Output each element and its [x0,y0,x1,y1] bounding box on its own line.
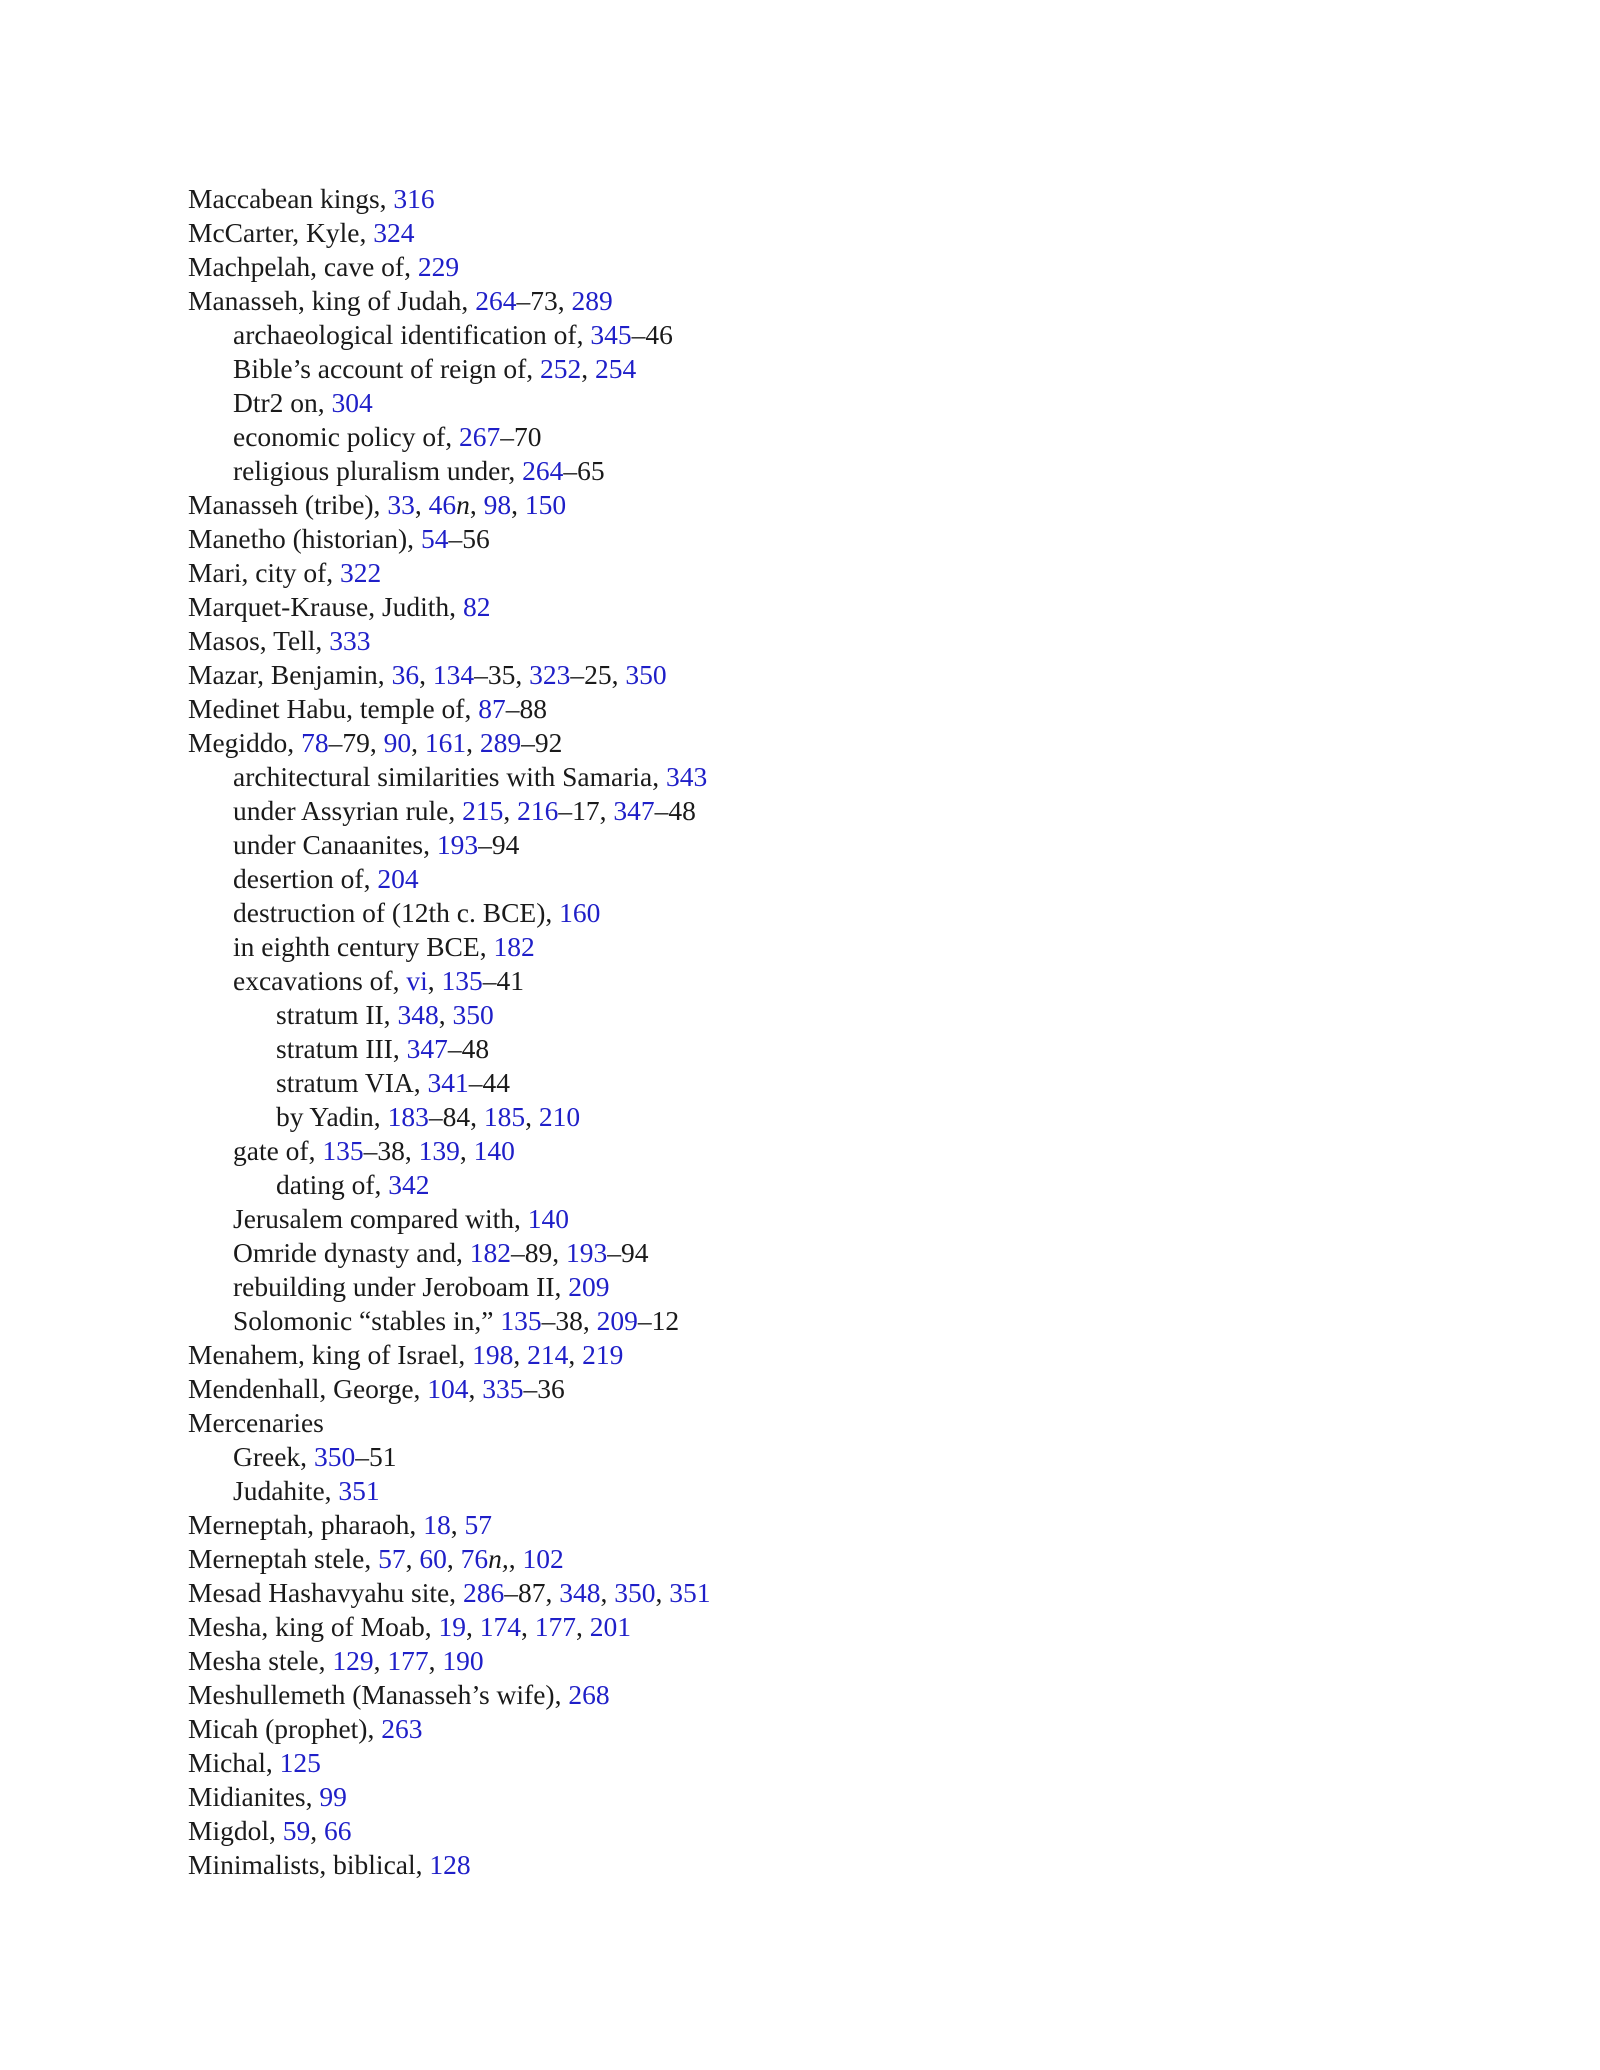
page-link[interactable]: 214 [527,1339,569,1370]
index-entry [188,1406,1488,1440]
note-marker: n, [488,1543,509,1574]
page-range-end: 94 [491,829,520,860]
index-entry: Manetho (historian), 54–56 [188,523,490,554]
page-link[interactable]: 209 [596,1305,638,1336]
index-subentry: stratum III, 347–48 [276,1033,490,1064]
index-subentry: under Canaanites, 193–94 [233,829,520,860]
index-subentry: under Assyrian rule, 215, 216–17, 347–48 [233,795,696,826]
entry-term: under Assyrian rule, [233,795,463,826]
page-link[interactable]: 264 [522,455,564,486]
entry-term: Judahite, [233,1475,339,1506]
entry-term: Micah (prophet), [188,1713,382,1744]
index-entry [188,1848,1488,1882]
page-link[interactable]: 198 [472,1339,514,1370]
note-marker: n [456,489,470,520]
page-link[interactable]: 219 [582,1339,624,1370]
page-link[interactable]: 182 [493,931,535,962]
index-entry [188,1780,1488,1814]
entry-term: Menahem, king of Israel, [188,1339,473,1370]
entry-term: Greek, [233,1441,314,1472]
page-range-end: 38 [377,1135,405,1166]
entry-term: Maccabean kings, [188,183,394,214]
index-entry: Merneptah stele, 57, 60, 76n,, 102 [188,1543,564,1574]
index-entry: Mesha stele, 129, 177, 190 [188,1645,484,1676]
index-subentry: Greek, 350–51 [233,1441,397,1472]
entry-term: Meshullemeth (Manasseh’s wife), [188,1679,569,1710]
page-range-end: 12 [651,1305,680,1336]
entry-term: Mendenhall, George, [188,1373,428,1404]
page-range-end: 79 [342,727,370,758]
page-link[interactable]: 193 [566,1237,608,1268]
page-link[interactable]: 204 [377,863,419,894]
page-link[interactable]: 54 [420,523,449,554]
entry-term: Merneptah, pharaoh, [188,1509,424,1540]
page-link[interactable]: 215 [462,795,504,826]
entry-term: Manetho (historian), [188,523,421,554]
entry-term: McCarter, Kyle, [188,217,374,248]
index-page [188,182,1488,1882]
index-entry [188,1746,1488,1780]
page-range-end: 51 [368,1441,397,1472]
page-link[interactable]: 57 [378,1543,406,1574]
index-subentry [188,1270,1488,1304]
entry-term: by Yadin, [276,1101,388,1132]
page-link[interactable]: 140 [473,1135,515,1166]
entry-term: dating of, [276,1169,389,1200]
entry-term: Migdol, [188,1815,283,1846]
index-entry [188,216,1488,250]
page-link[interactable]: 174 [479,1611,522,1642]
index-subentry: by Yadin, 183–84, 185, 210 [276,1101,581,1132]
page-range-end: 73 [530,285,558,316]
index-entry [188,250,1488,284]
page-link[interactable]: 160 [559,897,601,928]
entry-term: Minimalists, biblical, [188,1849,430,1880]
entry-term: Masos, Tell, [188,625,330,656]
page-range-end: 94 [621,1237,649,1268]
page-range-end: 88 [519,693,547,724]
entry-term: Medinet Habu, temple of, [188,693,479,724]
page-link[interactable]: 252 [540,353,582,384]
index-entry [188,182,1488,216]
page-link[interactable]: 190 [442,1645,484,1676]
page-link[interactable]: 333 [329,625,371,656]
page-link[interactable]: 46 [428,489,457,520]
index-entry [188,624,1488,658]
page-link[interactable]: 210 [538,1101,581,1132]
page-link[interactable]: 177 [387,1645,429,1676]
index-entry: Mesad Hashavyahu site, 286–87, 348, 350, 351 [188,1577,711,1608]
entry-term: Jerusalem compared with, [233,1203,528,1234]
page-range-end: 44 [482,1067,510,1098]
index-entry: Manasseh (tribe), 33, 46n, 98, 150 [188,489,567,520]
page-link[interactable]: 347 [406,1033,448,1064]
index-subentry [188,1168,1488,1202]
page-range-end: 46 [645,319,673,350]
entry-term: Michal, [188,1747,280,1778]
entry-term: desertion of, [233,863,378,894]
entry-term: Midianites, [188,1781,320,1812]
page-link[interactable]: 177 [534,1611,577,1642]
entry-term: Manasseh, king of Judah, [188,285,476,316]
page-link[interactable]: 135 [322,1135,364,1166]
page-link[interactable]: 350 [313,1441,356,1472]
index-subentry [188,930,1488,964]
page-link[interactable]: 350 [452,999,494,1030]
entry-term: stratum VIA, [276,1067,428,1098]
page-link[interactable]: 99 [319,1781,347,1812]
index-subentry [188,1474,1488,1508]
entry-term: Mesad Hashavyahu site, [188,1577,463,1608]
page-link[interactable]: 345 [590,319,632,350]
page-range-end: 92 [534,727,563,758]
index-entry: Manasseh, king of Judah, 264–73, 289 [188,285,613,316]
page-link[interactable]: 36 [391,659,420,690]
page-link[interactable]: 98 [483,489,512,520]
index-entry: Mendenhall, George, 104, 335–36 [188,1373,565,1404]
index-subentry: Solomonic “stables in,” 135–38, 209–12 [233,1305,680,1336]
page-range-end: 48 [461,1033,490,1064]
page-link[interactable]: 342 [388,1169,430,1200]
page-link[interactable]: 264 [475,285,517,316]
page-link[interactable]: 350 [614,1577,656,1608]
index-entry: Medinet Habu, temple of, 87–88 [188,693,547,724]
page-link[interactable]: 216 [517,795,559,826]
page-link[interactable]: 289 [479,727,522,758]
page-link[interactable]: 82 [462,591,491,622]
page-link[interactable]: 323 [529,659,571,690]
page-link[interactable]: 193 [436,829,479,860]
entry-term: Solomonic “stables in,” [233,1305,501,1336]
page-range-end: 87 [517,1577,546,1608]
page-range-end: 70 [514,421,542,452]
index-subentry [188,896,1488,930]
page-range-end: 36 [537,1373,565,1404]
page-link[interactable]: 267 [459,421,501,452]
entry-term: Manasseh (tribe), [188,489,388,520]
page-link[interactable]: 76 [460,1543,489,1574]
index-entry: Mazar, Benjamin, 36, 134–35, 323–25, 350 [188,659,667,690]
index-subentry [188,1202,1488,1236]
page-range-end: 89 [524,1237,553,1268]
page-link[interactable]: 347 [613,795,655,826]
page-range-end: 38 [555,1305,583,1336]
page-link[interactable]: 183 [387,1101,429,1132]
entry-term: Merneptah stele, [188,1543,379,1574]
index-subentry [188,862,1488,896]
index-subentry: stratum II, 348, 350 [276,999,494,1030]
page-link[interactable]: 324 [373,217,415,248]
index-subentry: Omride dynasty and, 182–89, 193–94 [233,1237,649,1268]
page-link[interactable]: 350 [625,659,667,690]
entry-term: religious pluralism under, [233,455,523,486]
entry-term: Dtr2 on, [233,387,332,418]
entry-term: rebuilding under Jeroboam II, [233,1271,569,1302]
page-range-end: 48 [668,795,696,826]
page-link[interactable]: 351 [669,1577,711,1608]
index-entry: Merneptah, pharaoh, 18, 57 [188,1509,492,1540]
entry-term: Mesha stele, [188,1645,333,1676]
page-link[interactable]: 18 [423,1509,451,1540]
entry-term: architectural similarities with Samaria, [233,761,666,792]
page-range-end: 25 [584,659,612,690]
page-link[interactable]: 304 [331,387,373,418]
index-subentry: excavations of, vi, 135–41 [233,965,524,996]
entry-term: archaeological identification of, [233,319,591,350]
page-link[interactable]: 139 [418,1135,460,1166]
index-entry: Migdol, 59, 66 [188,1815,352,1846]
page-link[interactable]: 335 [482,1373,524,1404]
page-range-end: 65 [577,455,605,486]
index-subentry [188,760,1488,794]
page-link[interactable]: 128 [429,1849,471,1880]
page-link[interactable]: 57 [464,1509,492,1540]
page-range-end: 35 [487,659,516,690]
index-subentry [188,386,1488,420]
page-link[interactable]: 135 [500,1305,542,1336]
entry-term: Mercenaries [188,1407,324,1438]
entry-term: destruction of (12th c. BCE), [233,897,560,928]
entry-term: stratum III, [276,1033,407,1064]
page-link[interactable]: 140 [527,1203,570,1234]
index-entry [188,1712,1488,1746]
entry-term: Megiddo, [188,727,302,758]
page-link[interactable]: 129 [332,1645,374,1676]
index-subentry: religious pluralism under, 264–65 [233,455,605,486]
page-link[interactable]: 254 [595,353,637,384]
index-entry [188,1678,1488,1712]
page-link[interactable]: 201 [589,1611,632,1642]
page-link[interactable]: 209 [568,1271,610,1302]
index-entry [188,556,1488,590]
page-link[interactable]: 263 [381,1713,423,1744]
page-link[interactable]: 268 [568,1679,610,1710]
index-entry [188,590,1488,624]
page-link[interactable]: vi [406,965,428,996]
page-link[interactable]: 348 [397,999,439,1030]
entry-term: Mesha, king of Moab, [188,1611,439,1642]
page-range-end: 41 [496,965,524,996]
entry-term: Mari, city of, [188,557,340,588]
entry-term: stratum II, [276,999,398,1030]
page-link[interactable]: 125 [279,1747,321,1778]
page-link[interactable]: 19 [438,1611,467,1642]
page-link[interactable]: 286 [462,1577,505,1608]
entry-term: Bible’s account of reign of, [233,353,540,384]
index-entry: Megiddo, 78–79, 90, 161, 289–92 [188,727,563,758]
index-entry: Menahem, king of Israel, 198, 214, 219 [188,1339,624,1370]
index-subentry: economic policy of, 267–70 [233,421,542,452]
page-link[interactable]: 150 [524,489,567,520]
index-subentry: stratum VIA, 341–44 [276,1067,510,1098]
page-link[interactable]: 229 [417,251,460,282]
entry-term: excavations of, [233,965,407,996]
page-range-end: 56 [462,523,490,554]
page-link[interactable]: 66 [323,1815,352,1846]
entry-term: under Canaanites, [233,829,437,860]
entry-term: Mazar, Benjamin, [188,659,392,690]
page-link[interactable]: 322 [339,557,382,588]
entry-term: Machpelah, cave of, [188,251,418,282]
page-link[interactable]: 134 [432,659,475,690]
page-link[interactable]: 135 [441,965,483,996]
page-link[interactable]: 161 [424,727,467,758]
page-link[interactable]: 104 [427,1373,469,1404]
entry-term: in eighth century BCE, [233,931,494,962]
page-link[interactable]: 33 [387,489,415,520]
index-subentry: archaeological identification of, 345–46 [233,319,673,350]
page-link[interactable]: 90 [383,727,412,758]
entry-term: Omride dynasty and, [233,1237,470,1268]
index-entry: Mesha, king of Moab, 19, 174, 177, 201 [188,1611,632,1642]
page-link[interactable]: 59 [282,1815,311,1846]
page-link[interactable]: 316 [393,183,435,214]
page-link[interactable]: 343 [665,761,708,792]
page-link[interactable]: 78 [301,727,329,758]
index-subentry: gate of, 135–38, 139, 140 [233,1135,515,1166]
page-link[interactable]: 60 [419,1543,447,1574]
page-link[interactable]: 341 [427,1067,469,1098]
page-link[interactable]: 182 [469,1237,512,1268]
entry-term: Marquet-Krause, Judith, [188,591,463,622]
page-link[interactable]: 289 [571,285,613,316]
page-link[interactable]: 185 [483,1101,526,1132]
page-range-end: 17 [572,795,600,826]
index-subentry: Bible’s account of reign of, 252, 254 [233,353,637,384]
entry-term: economic policy of, [233,421,460,452]
page-link[interactable]: 351 [338,1475,380,1506]
page-link[interactable]: 102 [522,1543,564,1574]
page-link[interactable]: 348 [559,1577,601,1608]
page-range-end: 84 [442,1101,471,1132]
entry-term: gate of, [233,1135,323,1166]
page-link[interactable]: 87 [478,693,506,724]
